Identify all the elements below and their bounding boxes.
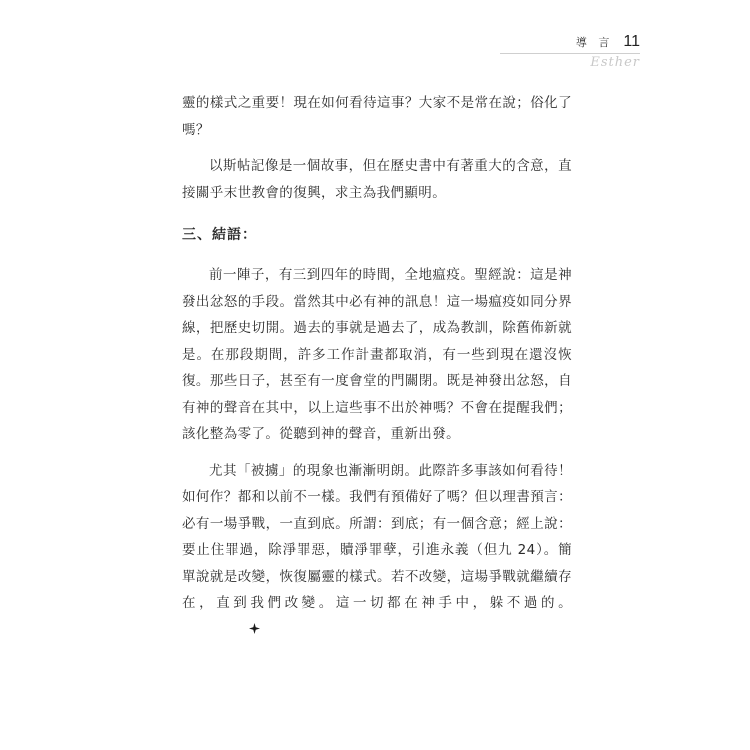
page-body [182, 90, 572, 643]
paragraph-pandemic: 前一陣子，有三到四年的時間，全地瘟疫。聖經說：這是神發出忿怒的手段。當然其中必有神的訊息！這一場瘟疫如同分界線，把歷史切開。過去的事就是過去了，成為教訓，除舊佈新就是。在那段期間，許多工作計畫都取消，有一些到現在還沒恢復。那些日子，甚至有一度會堂的門關閉。既是神發出忿怒，自有神的聲音在其中，以上這些事不出於神嗎？不會在提醒我們；該化整為零了。從聽到神的聲音，重新出發。 [182, 267, 572, 442]
book-tag: Esther [590, 55, 640, 70]
paragraph-esther-meaning: 以斯帖記像是一個故事，但在歷史書中有著重大的含意，直接關乎末世教會的復興，求主為我們顯明。 [182, 158, 572, 201]
page-header [500, 30, 640, 74]
paragraph-continuation: 靈的樣式之重要！現在如何看待這事？大家不是常在說；俗化了嗎？ [182, 95, 572, 138]
page-number: 11 [623, 33, 640, 50]
four-point-star-icon [222, 617, 260, 644]
paragraph-captivity-text: 尤其「被擄」的現象也漸漸明朗。此際許多事該如何看待！如何作？都和以前不一樣。我們有預備好了嗎？但以理書預言：必有一場爭戰，一直到底。所謂：到底；有一個含意；經上說：要止住罪過，除淨罪惡，贖淨罪孽，引進永義（但九 24）。簡單說就是改變，恢復屬靈的樣式。若不改變，這場爭戰就繼續存在，直到我們改變。這一切都在神手中，躲不過的。 [182, 462, 572, 611]
header-text [576, 33, 640, 51]
section-label: 導 言 [575, 36, 614, 49]
paragraph-captivity [182, 458, 572, 644]
header-rule [500, 53, 640, 54]
section-heading: 三、結語： [182, 227, 257, 243]
